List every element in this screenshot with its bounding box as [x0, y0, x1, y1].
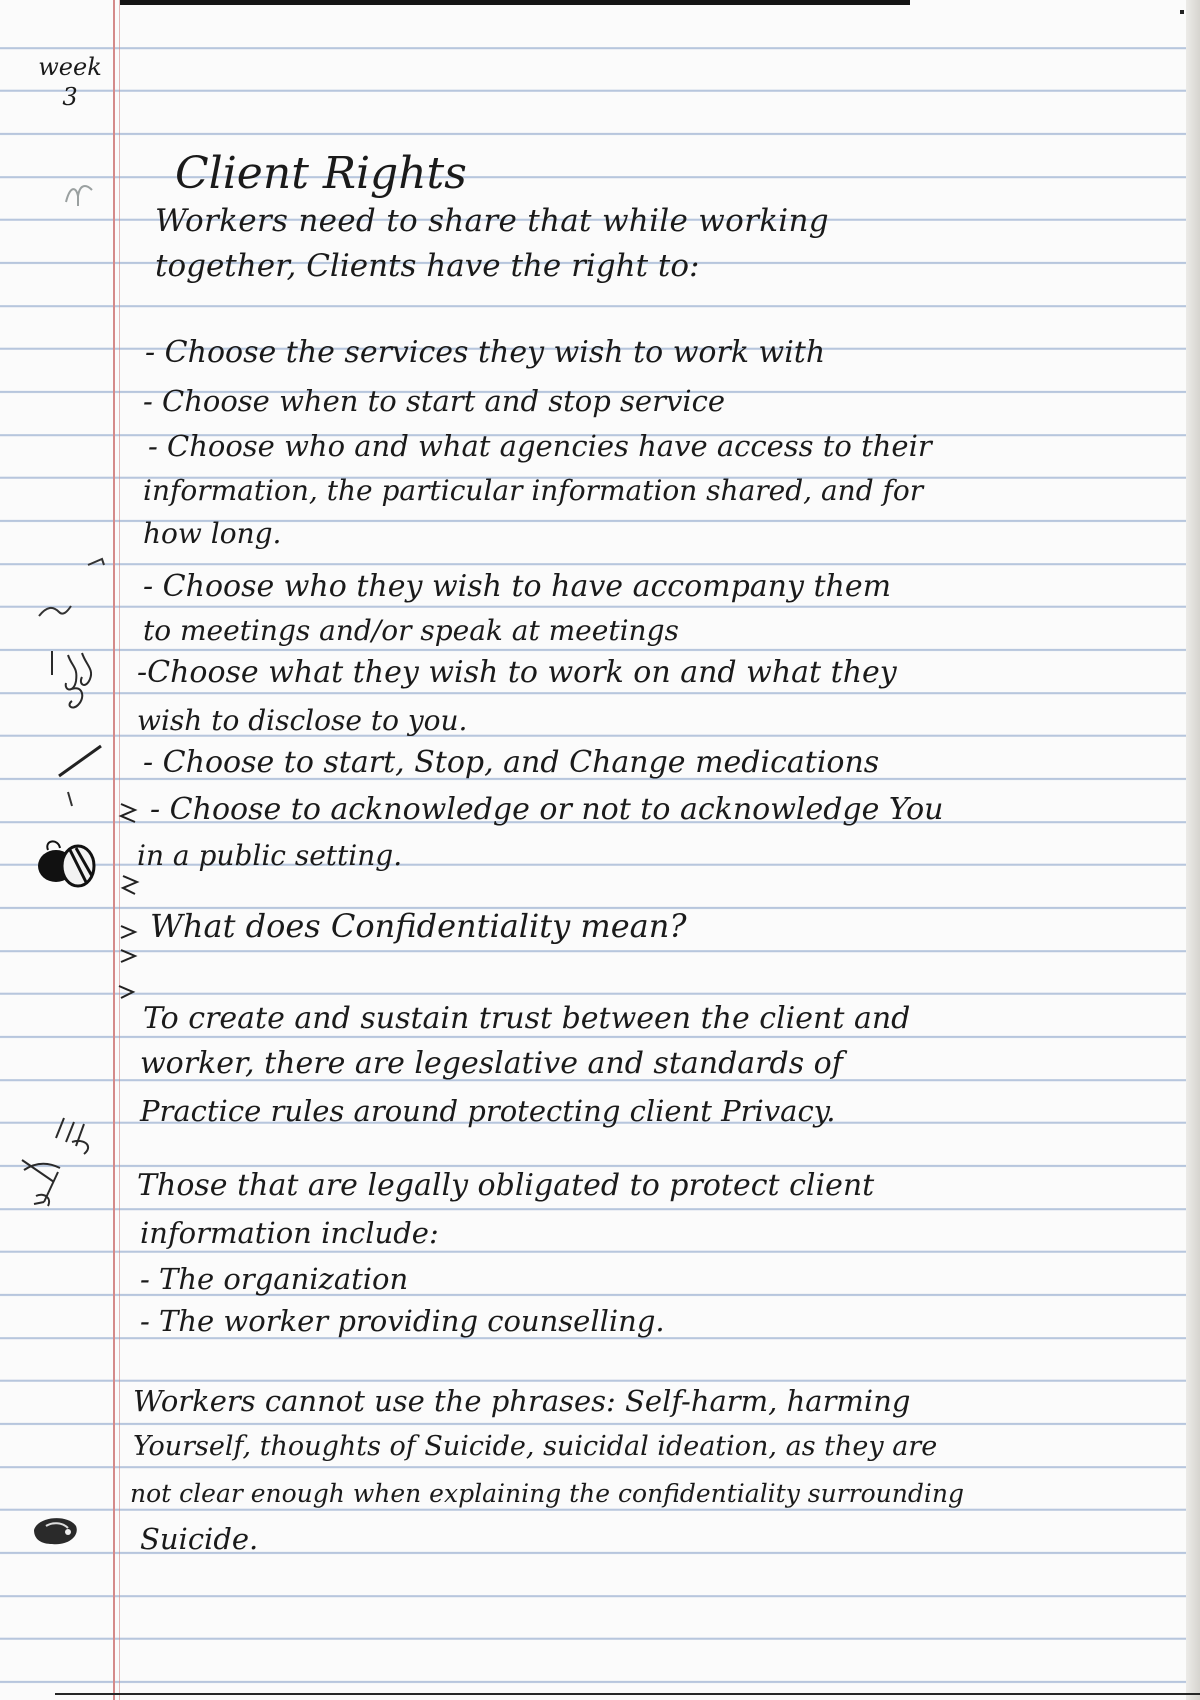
phrases-line: Yourself, thoughts of Suicide, suicidal ideation, as they are [133, 1431, 938, 1462]
obligated-line: Those that are legally obligated to protect client [137, 1168, 875, 1203]
music-notes-doodle-icon [42, 645, 104, 723]
obligated-line: information include: [140, 1216, 439, 1250]
rights-line: information, the particular information shared, and for [143, 474, 924, 507]
obligated-line: - The organization [140, 1262, 409, 1296]
phrases-line: not clear enough when explaining the confidentiality surrounding [130, 1479, 964, 1508]
page-right-edge [1186, 0, 1200, 1700]
phrases-line: Suicide. [140, 1522, 259, 1556]
intro-line: together, Clients have the right to: [155, 248, 700, 284]
dash-mark-icon [86, 555, 108, 569]
tick-mark-icon [64, 790, 78, 810]
scribble-doodle-icon [14, 1112, 98, 1212]
rights-line: - Choose when to start and stop service [143, 384, 726, 418]
rights-line: - Choose the services they wish to work with [145, 335, 826, 370]
slash-mark-icon [55, 740, 105, 780]
rights-line: - Choose to acknowledge or not to acknowledge You [150, 792, 944, 827]
rights-line: -Choose what they wish to work on and what they [137, 655, 897, 690]
rights-line: in a public setting. [137, 839, 403, 872]
rights-line: to meetings and/or speak at meetings [143, 614, 679, 647]
rights-line: how long. [143, 517, 282, 550]
page-bottom-edge [55, 1693, 1200, 1695]
obligated-line: - The worker providing counselling. [140, 1304, 665, 1338]
week-label: week [38, 53, 102, 81]
confidentiality-question: What does Confidentiality mean? [150, 907, 687, 945]
rights-line: - Choose who and what agencies have access to their [148, 429, 932, 463]
bee-doodle-icon [30, 836, 102, 892]
answer-line: worker, there are legeslative and standards of [140, 1046, 843, 1081]
tilde-mark-icon [35, 602, 75, 622]
page-title: Client Rights [175, 148, 467, 199]
phrases-line: Workers cannot use the phrases: Self-harm, harming [133, 1384, 911, 1418]
tulip-doodle-icon [62, 180, 96, 208]
week-marker [30, 52, 110, 112]
week-number: 3 [62, 83, 78, 111]
rights-line: - Choose to start, Stop, and Change medications [143, 745, 880, 780]
rights-line: - Choose who they wish to have accompany them [143, 569, 892, 604]
answer-line: To create and sustain trust between the client and [143, 1001, 911, 1036]
answer-line: Practice rules around protecting client Privacy. [140, 1094, 836, 1128]
rights-line: wish to disclose to you. [137, 704, 468, 737]
zigzag-margin-icon [115, 800, 145, 1000]
intro-line: Workers need to share that while working [155, 203, 829, 239]
page-top-edge [120, 0, 910, 5]
dog-doodle-icon [28, 1510, 84, 1550]
corner-mark [1180, 10, 1184, 14]
